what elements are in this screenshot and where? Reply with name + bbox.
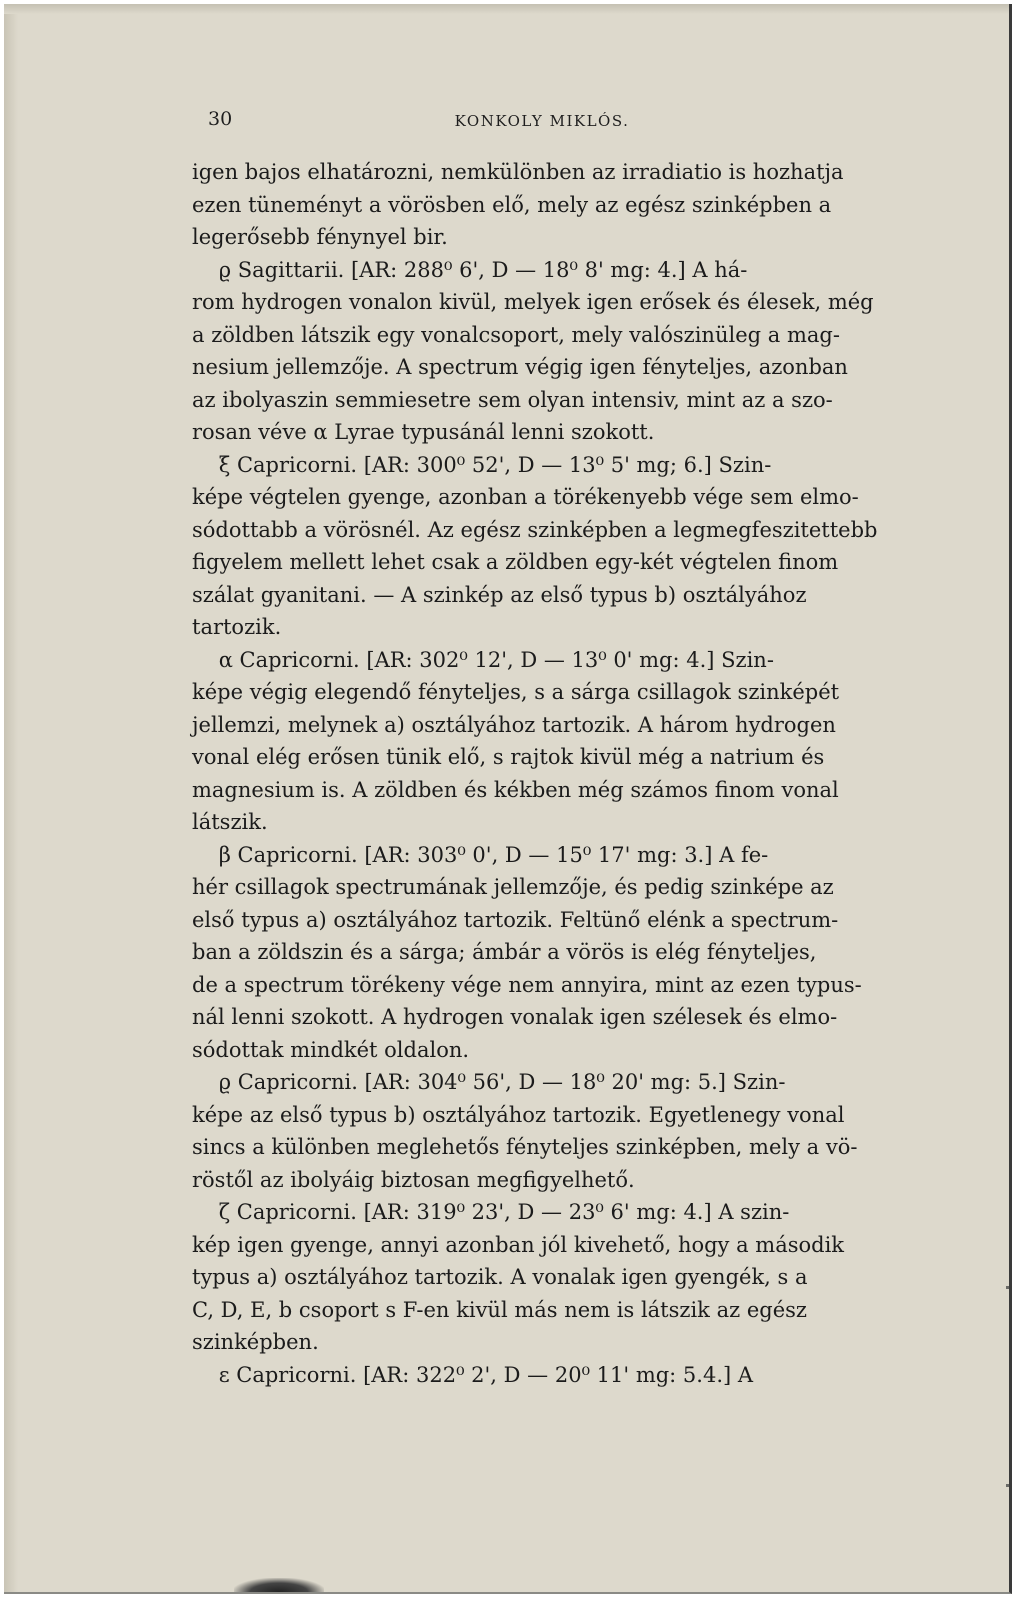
text-line: ban a zöldszin és a sárga; ámbár a vörös is elég fényteljes, [192,940,817,964]
page-number: 30 [208,108,233,130]
edge-mark [1006,1484,1011,1487]
text-line: typus a) osztályához tartozik. A vonalak igen gyengék, s a [192,1265,808,1289]
text-line: ezen tüneményt a vörösben elő, mely az egész szinképben a [192,192,832,217]
text-line: figyelem mellett lehet csak a zöldben egy-két végtelen finom [192,550,839,574]
text-line: röstől az ibolyáig biztosan megfigyelhető. [192,1167,635,1192]
text-line: jellemzi, melynek a) osztályához tartozik. A három hydrogen [192,712,836,737]
text-line: ε Capricorni. [AR: 322⁰ 2', D — 20⁰ 11' mg: 5.4.] A [192,1362,754,1387]
scanned-page [4,4,1012,1594]
text-line: a zöldben látszik egy vonalcsoport, mely valószinüleg a mag- [192,322,840,347]
text-line: képe végtelen gyenge, azonban a törékenyebb vége sem elmo- [192,485,859,509]
text-line: az ibolyaszin semmiesetre sem olyan intensiv, mint az a szo- [192,387,833,412]
text-line: igen bajos elhatározni, nemkülönben az irradiatio is hozhatja [192,160,844,184]
text-line: β Capricorni. [AR: 303⁰ 0', D — 15⁰ 17' mg: 3.] A fe- [192,842,769,867]
text-line: de a spectrum törékeny vége nem annyira, mint az ezen typus- [192,972,862,997]
text-line: képe végig elegendő fényteljes, s a sárga csillagok szinképét [192,680,840,704]
text-line: képe az első typus b) osztályához tartozik. Egyetlenegy vonal [192,1102,845,1127]
text-line: látszik. [192,810,268,834]
text-line: rom hydrogen vonalon kivül, melyek igen erősek és élesek, még [192,290,874,314]
edge-mark [1006,1286,1011,1289]
thumb-smudge [234,1578,324,1592]
text-line: vonal elég erősen tünik elő, s rajtok kivül még a natrium és [192,745,825,769]
text-line: rosan véve α Lyrae typusánál lenni szokott. [192,420,655,444]
text-line: kép igen gyenge, annyi azonban jól kivehető, hogy a második [192,1232,845,1257]
body-text [192,156,892,1391]
text-line: sincs a különben meglehetős fényteljes szinképben, mely a vö- [192,1135,858,1159]
text-line: α Capricorni. [AR: 302⁰ 12', D — 13⁰ 0' mg: 4.] Szin- [192,647,774,672]
text-line: legerősebb fénynyel bir. [192,225,448,249]
page-header [208,108,876,138]
running-head: KONKOLY MIKLÓS. [454,112,630,130]
text-line: ζ Capricorni. [AR: 319⁰ 23', D — 23⁰ 6' mg: 4.] A szin- [192,1200,790,1224]
text-line: nesium jellemzője. A spectrum végig igen fényteljes, azonban [192,355,848,379]
text-line: hér csillagok spectrumának jellemzője, és pedig szinképe az [192,875,834,899]
text-line: szinképben. [192,1330,319,1354]
text-line: sódottak mindkét oldalon. [192,1037,470,1062]
text-line: első typus a) osztályához tartozik. Feltünő elénk a spectrum- [192,907,839,932]
text-line: ξ Capricorni. [AR: 300⁰ 52', D — 13⁰ 5' mg; 6.] Szin- [192,452,772,477]
text-line: C, D, E, b csoport s F-en kivül más nem is látszik az egész [192,1297,807,1322]
text-line: tartozik. [192,615,282,639]
text-line: ϱ Capricorni. [AR: 304⁰ 56', D — 18⁰ 20' mg: 5.] Szin- [192,1070,786,1094]
text-line: sódottabb a vörösnél. Az egész szinképben a legmegfeszitettebb [192,517,878,542]
text-line: szálat gyanitani. — A szinkép az első typus b) osztályához [192,582,807,607]
binding-shadow [4,4,18,1592]
text-line: ϱ Sagittarii. [AR: 288⁰ 6', D — 18⁰ 8' mg: 4.] A há- [192,257,748,282]
text-line: magnesium is. A zöldben és kékben még számos finom vonal [192,777,839,802]
top-edge-shadow [4,4,1009,14]
text-line: nál lenni szokott. A hydrogen vonalak igen szélesek és elmo- [192,1005,838,1029]
